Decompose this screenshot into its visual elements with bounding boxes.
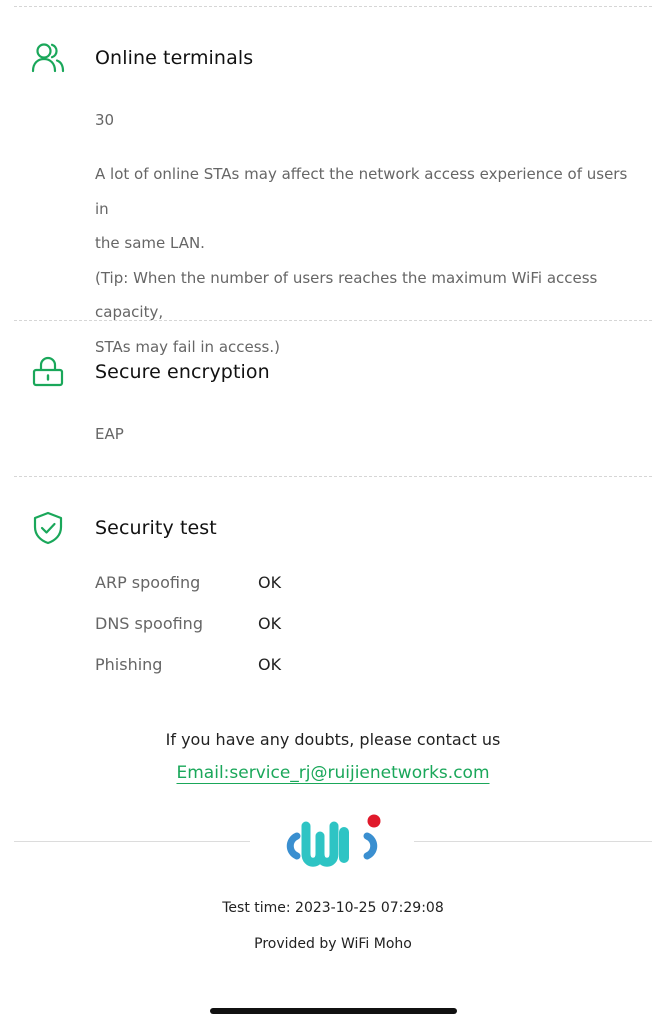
desc-line-3: (Tip: When the number of users reaches the maximum WiFi access capacity,	[95, 268, 598, 321]
contact-email-wrapper	[0, 763, 666, 783]
desc-line-2: the same LAN.	[95, 234, 205, 252]
logo-divider-left	[14, 841, 250, 842]
test-time: Test time: 2023-10-25 07:29:08	[222, 900, 444, 916]
contact-email-link[interactable]: Email:service_rj@ruijienetworks.com	[176, 763, 490, 783]
desc-line-1: A lot of online STAs may affect the network access experience of users in	[95, 165, 628, 218]
security-row-label: DNS spoofing	[95, 614, 203, 633]
divider-1	[14, 320, 652, 321]
security-row-status: OK	[258, 614, 282, 633]
security-row-label: Phishing	[95, 655, 163, 674]
security-row-status: OK	[258, 655, 282, 674]
secure-encryption-value: EAP	[95, 425, 124, 443]
shield-check-icon	[30, 510, 66, 546]
security-row-label: ARP spoofing	[95, 573, 201, 592]
online-terminals-count: 30	[95, 111, 115, 129]
desc-line-4: STAs may fail in access.)	[95, 337, 280, 356]
secure-encryption-title: Secure encryption	[95, 361, 270, 383]
security-test-title: Security test	[95, 517, 217, 539]
provided-by: Provided by WiFi Moho	[254, 936, 412, 952]
contact-text: If you have any doubts, please contact us	[165, 730, 501, 749]
logo-divider-right	[414, 841, 652, 842]
online-terminals-description	[95, 157, 640, 364]
divider-top	[14, 6, 652, 7]
users-icon	[30, 40, 66, 76]
wifi-moho-logo	[285, 812, 385, 876]
security-row-status: OK	[258, 573, 282, 592]
home-indicator[interactable]	[210, 1008, 457, 1014]
online-terminals-title: Online terminals	[95, 47, 254, 69]
divider-2	[14, 476, 652, 477]
lock-icon	[30, 355, 66, 391]
